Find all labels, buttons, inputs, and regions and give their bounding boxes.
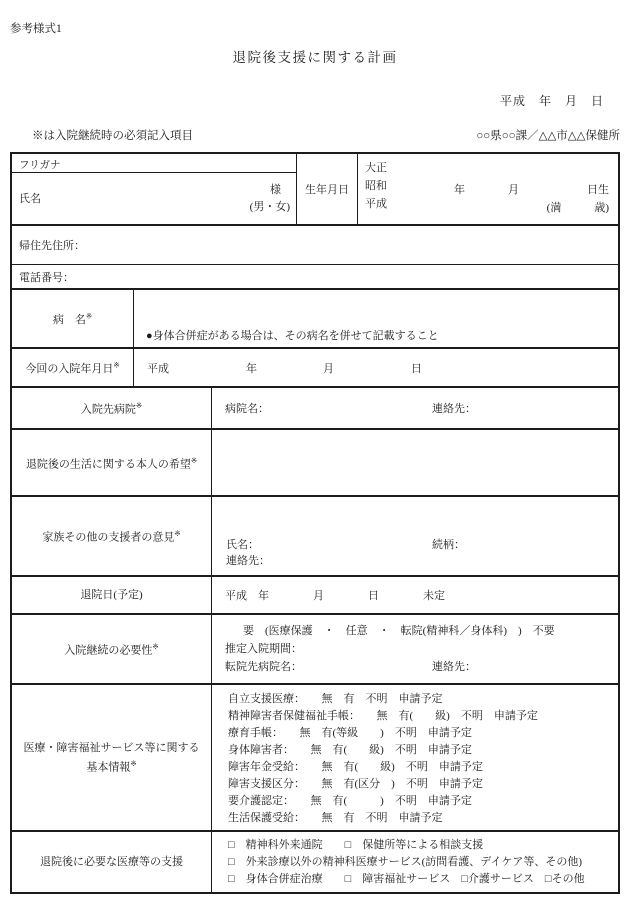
service-line: 要介護認定： 無 有( ) 不明 申請予定: [228, 795, 472, 807]
admission-date-field: [134, 349, 618, 386]
service-line: 精神障害者保健福祉手帳： 無 有( 級) 不明 申請予定: [228, 710, 538, 722]
age-label: (満 歳): [546, 202, 609, 214]
era-heisei: 平成: [365, 198, 387, 210]
service-line: 療育手帳： 無 有(等級 ) 不明 申請予定: [228, 727, 472, 739]
required-mark: ※: [174, 529, 181, 539]
support-checkbox-line: □ 身体合併症治療 □ 障害福祉サービス □介護サービス □その他: [228, 873, 585, 885]
form-id: 参考様式1: [10, 23, 62, 35]
disease-label: 病 名: [52, 313, 86, 326]
transfer-contact-label: 連絡先：: [432, 661, 476, 673]
support-checkbox-line: □ 精神科外来通院 □ 保健所等による相談支援: [228, 839, 484, 851]
hospital-contact-label: 連絡先：: [432, 403, 476, 415]
header-date-line: 平成 年 月 日: [499, 94, 604, 108]
row-name-birthdate: [12, 154, 618, 226]
hospital-label: 入院先病院: [80, 403, 136, 416]
wishes-label-cell: [12, 430, 212, 495]
required-mark: ※: [135, 401, 143, 411]
hospital-name-label: 病院名：: [225, 403, 269, 415]
row-admission-date: [12, 349, 618, 388]
wishes-field-area: [212, 430, 618, 495]
admission-date-label: 今回の入院年月日: [25, 362, 114, 375]
family-contact-label: 連絡先：: [226, 555, 270, 567]
continuation-label-cell: [12, 615, 212, 683]
services-label-cell: [12, 685, 212, 830]
support-label: 退院後に必要な医療等の支援: [40, 856, 183, 868]
service-line: 自立支援医療： 無 有 不明 申請予定: [228, 693, 443, 705]
row-patient-wishes: [12, 430, 618, 497]
phone-label: 電話番号：: [19, 271, 74, 284]
continuation-label: 入院継続の必要性: [64, 644, 153, 657]
hospital-label-cell: [12, 388, 212, 428]
discharge-label-cell: [12, 577, 212, 613]
row-hospital: [12, 388, 618, 430]
wishes-label: 退院後の生活に関する本人の希望: [25, 458, 191, 471]
services-label-line1: 医療・障害福祉サービス等に関する: [23, 741, 200, 754]
discharge-date-field: [212, 577, 618, 613]
family-field-area: [212, 497, 618, 575]
birthdate-label: 生年月日: [297, 154, 358, 224]
support-label-cell: [12, 832, 212, 892]
agency-name: ○○県○○課／△△市△△保健所: [476, 130, 620, 142]
family-label: 家族その他の支援者の意見: [42, 531, 175, 544]
disease-field-area: [134, 290, 618, 347]
required-note: ※は入院継続時の必須記入項目: [32, 130, 193, 142]
family-name-line: [226, 537, 618, 553]
era-taisho: 大正: [365, 162, 387, 174]
required-mark: ※: [130, 758, 137, 768]
sub-header: [10, 127, 620, 143]
required-mark: ※: [190, 455, 198, 465]
disease-label-cell: [12, 290, 134, 347]
row-disease: [12, 290, 618, 349]
row-support-needed: [12, 832, 618, 892]
discharge-date-label: 退院日(予定): [80, 589, 143, 601]
continuation-period-label: 推定入院期間：: [225, 643, 302, 655]
required-mark: ※: [113, 359, 120, 369]
page-title: 退院後支援に関する計画: [232, 50, 398, 65]
service-line: 生活保護受給： 無 有 不明 申請予定: [228, 812, 443, 824]
transfer-hospital-label: 転院先病院名：: [225, 661, 302, 673]
row-family-opinion: [12, 497, 618, 577]
gender-options: (男・女): [249, 201, 290, 213]
row-phone: [12, 265, 618, 290]
services-field-area: [212, 685, 618, 830]
name-label: 氏名: [19, 193, 41, 205]
continuation-options: 要 (医療保護 ・ 任意 ・ 転院(精神科／身体科) ) 不要: [243, 625, 555, 637]
honorific-label: 様: [270, 184, 281, 196]
services-label-line2: 基本情報: [86, 761, 131, 774]
family-contact-line: [226, 553, 618, 569]
family-relation-label: 続柄：: [432, 539, 465, 551]
furigana-label: フリガナ: [12, 154, 296, 173]
name-field-area: [12, 173, 296, 224]
row-address: [12, 226, 618, 265]
plan-form-table: [10, 152, 620, 894]
support-checkbox-line: □ 外来診療以外の精神科医療サービス(訪問看護、デイケア等、その他): [228, 856, 582, 868]
continuation-field-area: [212, 615, 618, 683]
row-continuation: [12, 615, 618, 685]
era-showa: 昭和: [365, 180, 387, 192]
required-mark: ※: [85, 310, 93, 320]
admission-label-cell: [12, 349, 134, 386]
name-cell: [12, 154, 297, 224]
row-discharge-date: [12, 577, 618, 615]
year-label: 年: [454, 184, 465, 196]
admission-date-value: 平成 年 月 日: [147, 362, 422, 375]
family-label-cell: [12, 497, 212, 575]
disease-note: ●身体合併症がある場合は、その病名を併せて記載すること: [146, 330, 439, 342]
era-list: [365, 159, 387, 213]
family-name-label: 氏名：: [226, 539, 259, 551]
row-services-info: [12, 685, 618, 832]
day-born-label: 日生: [587, 184, 609, 196]
month-label: 月: [508, 184, 519, 196]
transfer-hospital-line: [225, 658, 618, 676]
service-line: 身体障害者： 無 有( 級) 不明 申請予定: [228, 744, 472, 756]
hospital-field-area: [212, 388, 618, 428]
birthdate-field-area: [358, 154, 618, 224]
service-line: 障害年金受給： 無 有( 級) 不明 申請予定: [228, 761, 483, 773]
service-line: 障害支援区分： 無 有(区分 ) 不明 申請予定: [228, 778, 483, 790]
discharge-date-value: 平成 年 月 日 未定: [225, 590, 445, 602]
required-mark: ※: [152, 642, 159, 652]
address-label: 帰住先住所：: [19, 240, 85, 252]
support-field-area: [212, 832, 618, 892]
